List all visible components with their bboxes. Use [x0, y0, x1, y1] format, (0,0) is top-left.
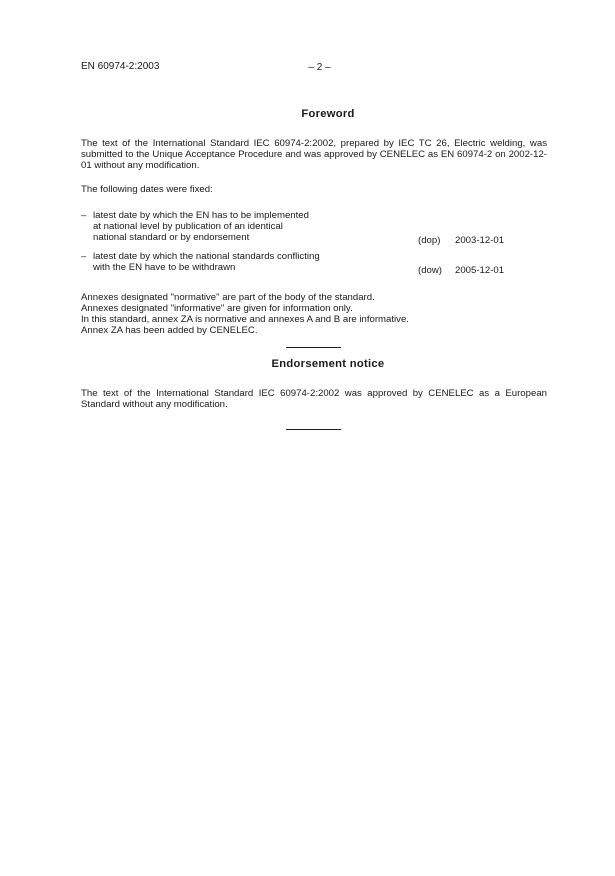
date-item-description	[93, 251, 393, 273]
page-number-container	[0, 62, 615, 73]
description-line: with the EN have to be withdrawn	[93, 262, 236, 273]
annex-note-line: Annex ZA has been added by CENELEC.	[81, 325, 258, 336]
section-divider	[286, 347, 341, 348]
page-number: – 2 –	[308, 62, 331, 73]
annex-note-line: In this standard, annex ZA is normative and annexes A and B are informative.	[81, 314, 409, 325]
annex-note-line: Annexes designated "normative" are part of the body of the standard.	[81, 292, 375, 303]
description-line: at national level by publication of an identical	[93, 221, 283, 232]
description-line: national standard or by endorsement	[93, 232, 250, 243]
description-line: latest date by which the EN has to be implemented	[93, 210, 309, 221]
endorsement-heading: Endorsement notice	[271, 358, 385, 370]
list-dash: –	[81, 251, 87, 262]
list-dash: –	[81, 210, 87, 221]
description-line: latest date by which the national standards conflicting	[93, 251, 320, 262]
date-item-dow	[81, 251, 547, 275]
date-item-description	[93, 210, 353, 243]
annex-notes	[81, 292, 547, 336]
end-divider	[286, 429, 341, 430]
date-item-dop	[81, 210, 547, 246]
endorsement-paragraph: The text of the International Standard IEC 60974-2:2002 was approved by CENELEC as a European Standard without any modification.	[81, 388, 547, 410]
foreword-intro-paragraph: The text of the International Standard IEC 60974-2:2002, prepared by IEC TC 26, Electric welding, was submitted to the Unique Acceptance Procedure and was approved by CENELEC as EN 60974-2 on 2002-12-01 without any modification.	[81, 138, 547, 171]
date-code: (dop)	[418, 235, 441, 246]
document-id: EN 60974-2:2003	[81, 61, 160, 72]
date-value: 2005-12-01	[455, 265, 505, 276]
annex-note-line: Annexes designated "informative" are given for information only.	[81, 303, 353, 314]
date-code: (dow)	[418, 265, 442, 276]
dates-intro: The following dates were fixed:	[81, 184, 213, 195]
date-value: 2003-12-01	[455, 235, 505, 246]
foreword-heading: Foreword	[301, 108, 355, 120]
